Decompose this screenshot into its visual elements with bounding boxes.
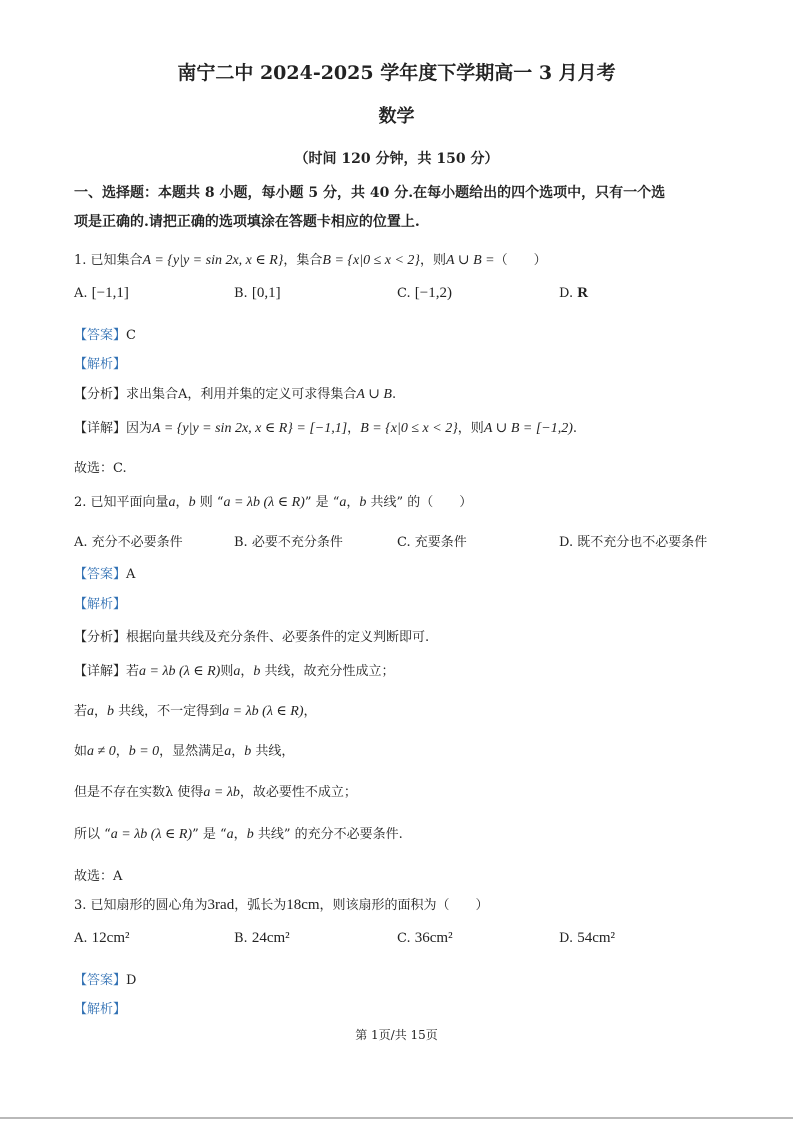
q2-analysis-tag: 【解析】 [74, 597, 127, 612]
q3-answer: 【答案】D [74, 973, 137, 988]
q1-stem-a: 1. 已知集合 [74, 253, 143, 268]
section-heading-line2: 项是正确的.请把正确的选项填涂在答题卡相应的位置上. [74, 214, 420, 230]
q2-choice: 故选：A [74, 869, 123, 884]
q1-option-a: A. [−1,1] [74, 285, 129, 301]
q2-xiangjie-line5: 所以 “a = λb (λ ∈ R)” 是 “a，b 共线” 的充分不必要条件. [74, 827, 403, 842]
q2-xiangjie-line2: 若a，b 共线，不一定得到a = λb (λ ∈ R)， [74, 704, 317, 719]
q2-option-c: C. 充要条件 [397, 535, 467, 550]
section-heading-line1: 一、选择题：本题共 8 小题，每小题 5 分，共 40 分.在每小题给出的四个选项中，只有一个选 [74, 185, 666, 201]
q2-xiangjie-line4: 但是不存在实数λ 使得a = λb，故必要性不成立； [74, 785, 357, 800]
q1-xiangjie: 【详解】因为A = {y|y = sin 2x, x ∈ R} = [−1,1]，B = {x|0 ≤ x < 2}，则A ∪ B = [−1,2). [74, 421, 578, 436]
page-footer: 第 1页/共 15页 [355, 1028, 438, 1042]
q1-set-b: B = {x|0 ≤ x < 2} [322, 253, 421, 268]
time-note: （时间 120 分钟，共 150 分） [294, 151, 499, 167]
q1-option-c: C. [−1,2) [397, 285, 452, 301]
q2-xiangjie-line3: 如a ≠ 0，b = 0，显然满足a，b 共线， [74, 744, 295, 759]
q2-option-a: A. 充分不必要条件 [74, 535, 183, 550]
q1-choice: 故选：C. [74, 461, 127, 476]
q1-paren: （ ） [494, 253, 547, 268]
q3-stem: 3. 已知扇形的圆心角为3rad，弧长为18cm，则该扇形的面积为（ ） [74, 897, 489, 913]
q2-option-b: B. 必要不充分条件 [234, 535, 343, 550]
answer-tag: 【答案】 [74, 328, 127, 343]
subject-title: 数学 [378, 106, 415, 127]
q1-analysis-tag: 【解析】 [74, 357, 127, 372]
q2-option-d: D. 既不充分也不必要条件 [559, 535, 708, 550]
q1-fenxi: 【分析】求出集合A，利用并集的定义可求得集合A ∪ B. [74, 387, 397, 402]
q1-option-b: B. [0,1] [234, 285, 281, 301]
q3-analysis-tag: 【解析】 [74, 1002, 127, 1017]
q1-option-d: D. R [559, 285, 589, 301]
q3-option-d: D. 54cm² [559, 930, 616, 946]
q3-option-b: B. 24cm² [234, 930, 290, 946]
q3-option-c: C. 36cm² [397, 930, 453, 946]
q2-fenxi: 【分析】根据向量共线及充分条件、必要条件的定义判断即可. [74, 630, 430, 645]
q1-stem-c: ，则 [420, 253, 447, 268]
q1-stem-b: ，集合 [283, 253, 323, 268]
q1-set-a: A = {y|y = sin 2x, x ∈ R} [142, 253, 284, 268]
q1-answer: 【答案】C [74, 328, 136, 343]
q1-stem [74, 252, 547, 270]
page-title: 南宁二中 2024-2025 学年度下学期高一 3 月月考 [177, 62, 616, 84]
q3-option-a: A. 12cm² [74, 930, 130, 946]
q2-answer: 【答案】A [74, 567, 136, 582]
bottom-divider [0, 1117, 793, 1119]
q2-xiangjie-line1: 【详解】若a = λb (λ ∈ R)则a，b 共线，故充分性成立； [74, 664, 395, 679]
q1-union: A ∪ B = [446, 253, 495, 268]
q2-stem: 2. 已知平面向量a，b 则 “a = λb (λ ∈ R)” 是 “a，b 共线” 的（ ） [74, 495, 473, 510]
